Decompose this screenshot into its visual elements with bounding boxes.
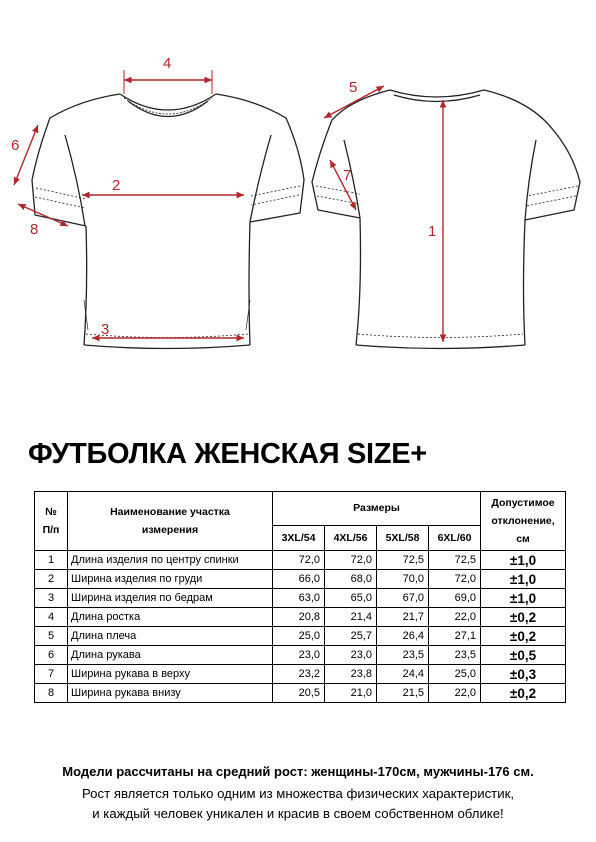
row-size-value: 21,7 xyxy=(377,608,429,627)
size-table xyxy=(34,491,566,703)
size-header: 3XL/54 xyxy=(273,525,325,550)
tshirt-measurement-diagram xyxy=(0,0,596,370)
size-header: 6XL/60 xyxy=(429,525,481,550)
header-name-line2: измерения xyxy=(141,524,199,536)
table-row xyxy=(35,627,566,646)
row-size-value: 21,5 xyxy=(377,684,429,703)
row-size-value: 72,0 xyxy=(273,551,325,570)
label-4: 4 xyxy=(163,55,172,72)
measure-line-6 xyxy=(14,125,38,185)
label-7: 7 xyxy=(343,167,352,184)
row-size-value: 22,0 xyxy=(429,608,481,627)
row-size-value: 24,4 xyxy=(377,665,429,684)
row-size-value: 27,1 xyxy=(429,627,481,646)
row-size-value: 25,7 xyxy=(325,627,377,646)
header-tol-line2: отклонение, xyxy=(491,515,555,527)
row-size-value: 26,4 xyxy=(377,627,429,646)
row-number: 7 xyxy=(35,665,68,684)
row-tolerance: ±0,2 xyxy=(481,684,566,703)
header-number-line2: П/п xyxy=(42,524,60,536)
row-size-value: 67,0 xyxy=(377,589,429,608)
row-size-value: 72,0 xyxy=(325,551,377,570)
table-row xyxy=(35,589,566,608)
row-number: 3 xyxy=(35,589,68,608)
row-size-value: 72,5 xyxy=(429,551,481,570)
row-number: 8 xyxy=(35,684,68,703)
row-tolerance: ±0,2 xyxy=(481,627,566,646)
footer-line-2: Рост является только одним из множества физических характеристик, xyxy=(81,786,515,801)
label-5: 5 xyxy=(349,79,358,96)
footer-line-1: Модели рассчитаны на средний рост: женщины-170см, мужчины-176 см. xyxy=(62,764,534,779)
table-row xyxy=(35,684,566,703)
row-size-value: 21,4 xyxy=(325,608,377,627)
row-size-value: 72,5 xyxy=(377,551,429,570)
row-size-value: 69,0 xyxy=(429,589,481,608)
table-row xyxy=(35,665,566,684)
label-8: 8 xyxy=(30,221,39,238)
row-tolerance: ±0,5 xyxy=(481,646,566,665)
row-tolerance: ±1,0 xyxy=(481,570,566,589)
front-view-tshirt xyxy=(32,94,304,349)
header-measurement-name xyxy=(68,492,273,551)
header-sizes: Размеры xyxy=(273,492,481,526)
label-6: 6 xyxy=(11,137,20,154)
table-row xyxy=(35,570,566,589)
row-size-value: 20,8 xyxy=(273,608,325,627)
row-size-value: 66,0 xyxy=(273,570,325,589)
row-number: 1 xyxy=(35,551,68,570)
row-size-value: 25,0 xyxy=(273,627,325,646)
row-measurement-name: Длина рукава xyxy=(68,646,273,665)
row-measurement-name: Длина ростка xyxy=(68,608,273,627)
row-size-value: 23,5 xyxy=(429,646,481,665)
row-number: 4 xyxy=(35,608,68,627)
size-header: 4XL/56 xyxy=(325,525,377,550)
row-tolerance: ±0,3 xyxy=(481,665,566,684)
row-measurement-name: Длина изделия по центру спинки xyxy=(68,551,273,570)
footer-line-3: и каждый человек уникален и красив в своем собственном облике! xyxy=(92,806,504,821)
measure-line-8 xyxy=(18,204,68,226)
row-size-value: 21,0 xyxy=(325,684,377,703)
size-header: 5XL/58 xyxy=(377,525,429,550)
row-measurement-name: Длина плеча xyxy=(68,627,273,646)
header-tolerance xyxy=(481,492,566,551)
row-size-value: 22,0 xyxy=(429,684,481,703)
row-size-value: 23,0 xyxy=(273,646,325,665)
row-size-value: 23,0 xyxy=(325,646,377,665)
header-number xyxy=(35,492,68,551)
row-size-value: 20,5 xyxy=(273,684,325,703)
row-size-value: 23,8 xyxy=(325,665,377,684)
table-header-row xyxy=(35,492,566,526)
row-measurement-name: Ширина рукава в верху xyxy=(68,665,273,684)
row-measurement-name: Ширина рукава внизу xyxy=(68,684,273,703)
row-size-value: 23,2 xyxy=(273,665,325,684)
page-title: ФУТБОЛКА ЖЕНСКАЯ SIZE+ xyxy=(28,438,427,470)
row-size-value: 63,0 xyxy=(273,589,325,608)
table-row xyxy=(35,608,566,627)
table-row xyxy=(35,646,566,665)
row-number: 6 xyxy=(35,646,68,665)
row-measurement-name: Ширина изделия по бедрам xyxy=(68,589,273,608)
row-number: 5 xyxy=(35,627,68,646)
row-tolerance: ±1,0 xyxy=(481,589,566,608)
label-2: 2 xyxy=(112,177,121,194)
row-size-value: 72,0 xyxy=(429,570,481,589)
label-1: 1 xyxy=(428,223,437,240)
measurement-numbers xyxy=(11,55,436,338)
label-3: 3 xyxy=(101,321,110,338)
row-size-value: 65,0 xyxy=(325,589,377,608)
row-measurement-name: Ширина изделия по груди xyxy=(68,570,273,589)
row-size-value: 23,5 xyxy=(377,646,429,665)
row-size-value: 25,0 xyxy=(429,665,481,684)
row-size-value: 70,0 xyxy=(377,570,429,589)
header-tol-line3: см xyxy=(516,533,530,545)
back-view-tshirt xyxy=(312,90,580,349)
table-row xyxy=(35,551,566,570)
row-number: 2 xyxy=(35,570,68,589)
header-number-line1: № xyxy=(45,506,57,518)
row-size-value: 68,0 xyxy=(325,570,377,589)
row-tolerance: ±1,0 xyxy=(481,551,566,570)
header-tol-line1: Допустимое xyxy=(491,497,555,509)
row-tolerance: ±0,2 xyxy=(481,608,566,627)
header-name-line1: Наименование участка xyxy=(110,506,230,518)
